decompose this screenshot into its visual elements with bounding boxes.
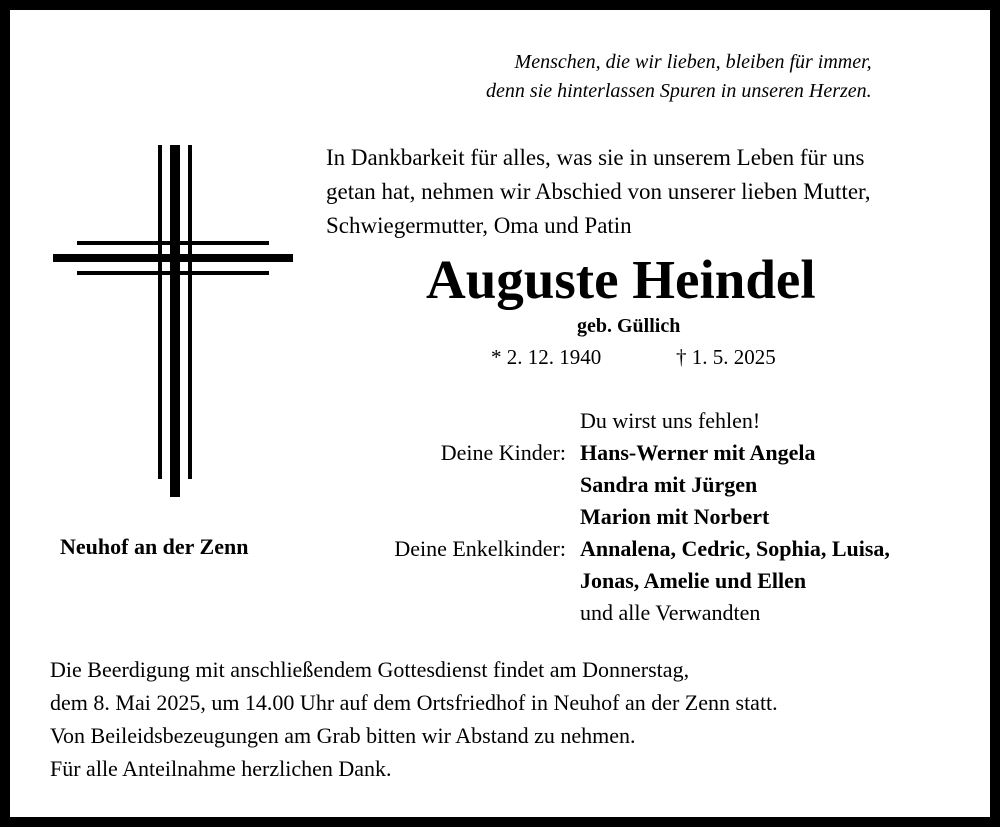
intro-line: getan hat, nehmen wir Abschied von unserer lieben Mutter, <box>326 179 871 204</box>
funeral-line: Die Beerdigung mit anschließendem Gottesdienst findet am Donnerstag, <box>50 657 690 682</box>
funeral-line: Von Beileidsbezeugungen am Grab bitten wir Abstand zu nehmen. <box>50 723 636 748</box>
motto <box>486 48 872 106</box>
funeral-line: Für alle Anteilnahme herzlichen Dank. <box>50 756 392 781</box>
place: Neuhof an der Zenn <box>60 534 249 559</box>
cross-icon <box>53 145 293 497</box>
grandchildren-entry: Jonas, Amelie und Ellen <box>580 568 807 593</box>
relatives-text: und alle Verwandten <box>580 600 761 625</box>
grandchildren-entry: Annalena, Cedric, Sophia, Luisa, <box>580 536 890 561</box>
children-label: Deine Kinder: <box>440 440 566 465</box>
missing-text: Du wirst uns fehlen! <box>580 408 761 433</box>
child-entry: Hans-Werner mit Angela <box>580 440 816 465</box>
motto-line: Menschen, die wir lieben, bleiben für immer, <box>514 51 872 73</box>
funeral-line: dem 8. Mai 2025, um 14.00 Uhr auf dem Ortsfriedhof in Neuhof an der Zenn statt. <box>50 690 778 715</box>
funeral-info <box>50 653 778 785</box>
deceased-name: Auguste Heindel <box>426 249 816 310</box>
death-date: † 1. 5. 2025 <box>676 345 776 369</box>
born-name: geb. Güllich <box>577 315 681 337</box>
birth-date: * 2. 12. 1940 <box>491 345 602 369</box>
grandchildren-label: Deine Enkelkinder: <box>394 536 566 561</box>
intro-line: In Dankbarkeit für alles, was sie in unserem Leben für uns <box>326 145 865 170</box>
intro-text <box>326 141 871 243</box>
intro-line: Schwiegermutter, Oma und Patin <box>326 213 632 238</box>
obituary-notice <box>10 10 990 817</box>
child-entry: Marion mit Norbert <box>580 504 770 529</box>
motto-line: denn sie hinterlassen Spuren in unseren Herzen. <box>486 80 872 102</box>
child-entry: Sandra mit Jürgen <box>580 472 758 497</box>
